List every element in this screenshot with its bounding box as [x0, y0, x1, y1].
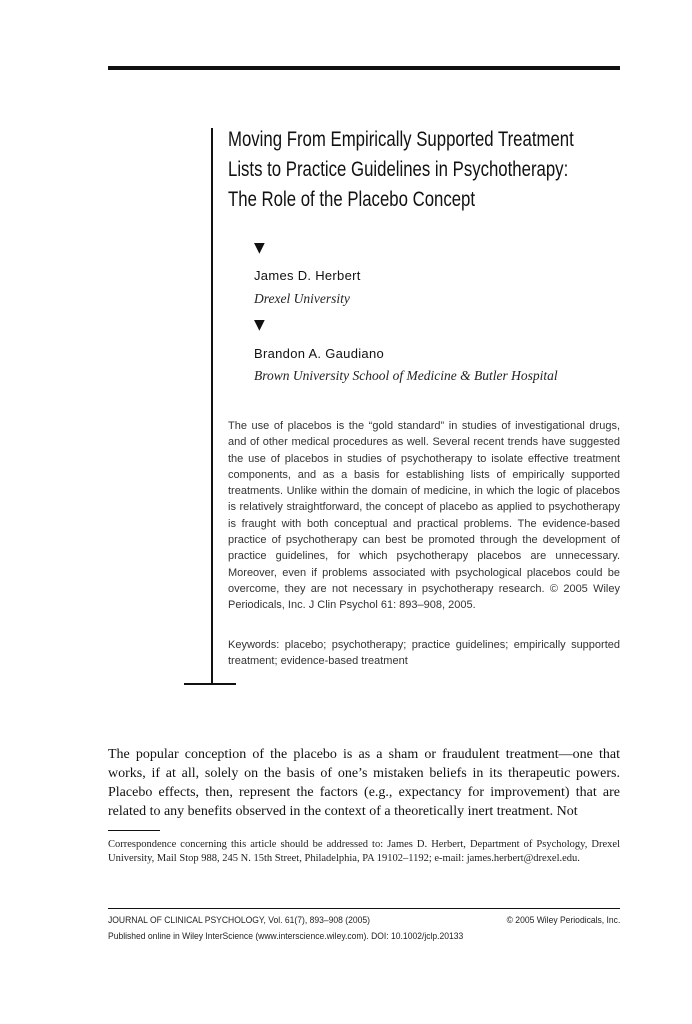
- title-line: Lists to Practice Guidelines in Psychotherapy:: [228, 157, 569, 181]
- author-name: Brandon A. Gaudiano: [254, 346, 385, 361]
- copyright-notice: © 2005 Wiley Periodicals, Inc.: [506, 915, 620, 926]
- triangle-marker-icon: ▼: [254, 317, 265, 333]
- journal-citation: JOURNAL OF CLINICAL PSYCHOLOGY, Vol. 61(7), 893–908 (2005): [108, 915, 370, 926]
- footnote-rule: [108, 830, 160, 831]
- body-paragraph: The popular conception of the placebo is as a sham or fraudulent treatment—one that works, if at all, solely on the basis of one’s mistaken beliefs in its therapeutic powers. Placebo effects, then, represent the factors (e.g., expectancy for improvement) that are related to any benefits observed in the context of a theoretically inert treatment. Not: [108, 747, 620, 819]
- top-rule: [108, 66, 620, 70]
- triangle-marker-icon: ▼: [254, 240, 265, 256]
- published-online-doi: Published online in Wiley InterScience (www.interscience.wiley.com). DOI: 10.1002/jclp.20133: [108, 931, 464, 942]
- title-line: The Role of the Placebo Concept: [228, 187, 476, 211]
- title-line: Moving From Empirically Supported Treatment: [228, 127, 574, 151]
- footer-rule: [108, 908, 620, 909]
- article-title: [228, 124, 574, 214]
- author-name: James D. Herbert: [254, 268, 361, 283]
- author-affiliation: Drexel University: [254, 291, 350, 306]
- title-vertical-rule: [211, 128, 213, 684]
- abstract: The use of placebos is the “gold standard” in studies of investigational drugs, and of other medical procedures as well. Several recent trends have suggested the use of placebos in studies of psychotherapy to isolate effective treatment components, and as a basis for establishing lists of empirically supported treatments. Unlike within the domain of medicine, in which the logic of placebos is relatively straightforward, the concept of placebo as applied to psychotherapy is fraught with both conceptual and practical problems. The evidence-based practice of psychotherapy can best be promoted through the development of practice guidelines, for which psychotherapy placebos are unnecessary. Moreover, even if problems associated with psychological placebos could be overcome, they are not necessary in psychotherapy research. © 2005 Wiley Periodicals, Inc. J Clin Psychol 61: 893–908, 2005.: [228, 420, 620, 612]
- author-affiliation: Brown University School of Medicine & Butler Hospital: [254, 368, 558, 383]
- keywords: Keywords: placebo; psychotherapy; practice guidelines; empirically supported treatment; evidence-based treatment: [228, 639, 620, 668]
- vertical-rule-foot: [184, 683, 236, 685]
- correspondence-footnote: Correspondence concerning this article should be addressed to: James D. Herbert, Department of Psychology, Drexel University, Mail Stop 988, 245 N. 15th Street, Philadelphia, PA 19102–1192; e-mail: james.herbert@drexel.edu.: [108, 839, 620, 864]
